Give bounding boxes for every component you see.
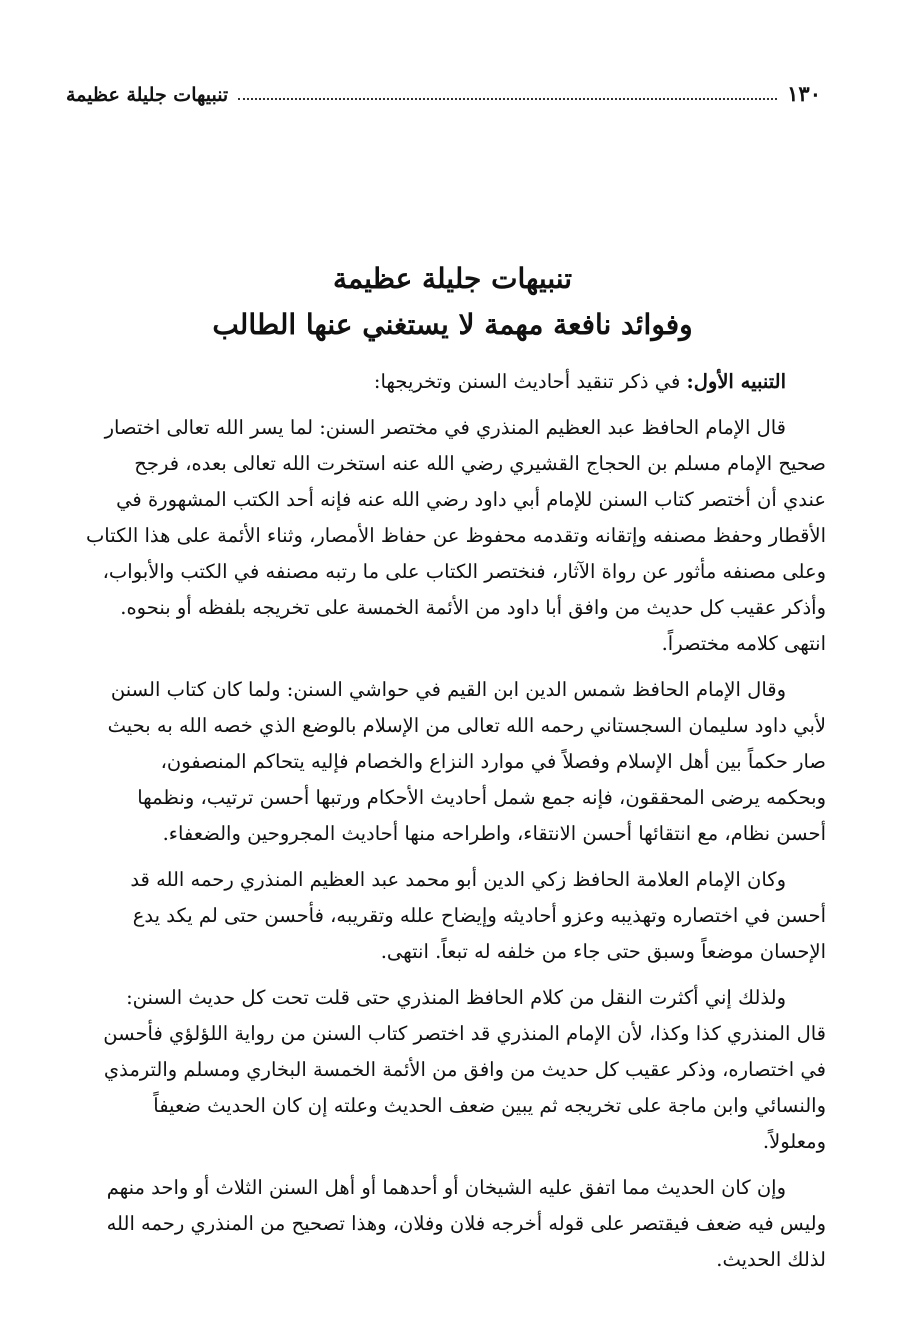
paragraph-line: ولذلك إني أكثرت النقل من كلام الحافظ المنذري حتى قلت تحت كل حديث السنن: (126, 986, 786, 1009)
paragraph-line: في اختصاره، وذكر عقيب كل حديث من وافق من الأئمة الخمسة البخاري ومسلم والترمذي (103, 1058, 826, 1081)
section-label: التنبيه الأول: (686, 370, 786, 393)
page-number: ١٣٠ (787, 81, 821, 106)
section-heading (64, 364, 826, 400)
section-text: في ذكر تنقيد أحاديث السنن وتخريجها: (373, 370, 681, 393)
leader-dots (238, 97, 777, 100)
running-header (66, 76, 821, 106)
paragraph-line: أحسن نظام، مع انتقائها أحسن الانتقاء، واطراحه منها أحاديث المجروحين والضعفاء. (162, 822, 826, 845)
paragraph-1 (64, 410, 826, 662)
paragraph-line: وعلى مصنفه مأثور عن رواة الآثار، فنختصر الكتاب على ما رتبه مصنفه في الكتب والأبواب، (102, 560, 826, 583)
paragraph-line: قال الإمام الحافظ عبد العظيم المنذري في مختصر السنن: لما يسر الله تعالى اختصار (104, 416, 786, 439)
paragraph-line: وكان الإمام العلامة الحافظ زكي الدين أبو محمد عبد العظيم المنذري رحمه الله قد (130, 868, 786, 891)
paragraph-line: أحسن في اختصاره وتهذيبه وعزو أحاديثه وإيضاح علله وتقريبه، فأحسن حتى لم يكد يدع (132, 904, 826, 927)
paragraph-line: وبحكمه يرضى المحققون، فإنه جمع شمل أحاديث الأحكام ورتبها أحسن ترتيب، ونظمها (137, 786, 826, 809)
paragraph-line: عندي أن أختصر كتاب السنن للإمام أبي داود رضي الله عنه فإنه أحد الكتب المشهورة في (116, 488, 826, 511)
paragraph-line: ومعلولاً. (762, 1130, 826, 1153)
paragraph-line: لذلك الحديث. (716, 1248, 826, 1271)
paragraph-line: والنسائي وابن ماجة على تخريجه ثم يبين ضعف الحديث وعلته إن كان الحديث ضعيفاً (153, 1094, 826, 1117)
body-text (64, 364, 826, 1278)
running-title: تنبيهات جليلة عظيمة (66, 84, 229, 106)
chapter-title-line-1: تنبيهات جليلة عظيمة (332, 262, 573, 295)
paragraph-line: صحيح الإمام مسلم بن الحجاج القشيري رضي الله عنه استخرت الله تعالى بعده، فرجح (134, 452, 826, 475)
paragraph-line: وليس فيه ضعف فيقتصر على قوله أخرجه فلان وفلان، وهذا تصحيح من المنذري رحمه الله (106, 1212, 826, 1235)
paragraph-line: الإحسان موضعاً وسبق حتى جاء من خلفه له تبعاً. انتهى. (380, 940, 826, 963)
paragraph-line: انتهى كلامه مختصراً. (661, 632, 826, 655)
paragraph-line: وإن كان الحديث مما اتفق عليه الشيخان أو أحدهما أو أهل السنن الثلاث أو واحد منهم (106, 1176, 786, 1199)
paragraph-line: لأبي داود سليمان السجستاني رحمه الله تعالى من الإسلام بالوضع الذي خصه الله به بحيث (107, 714, 826, 737)
paragraph-5 (64, 1170, 826, 1278)
paragraph-line: وقال الإمام الحافظ شمس الدين ابن القيم في حواشي السنن: ولما كان كتاب السنن (110, 678, 786, 701)
chapter-title-line-2: وفوائد نافعة مهمة لا يستغني عنها الطالب (212, 308, 693, 341)
paragraph-2 (64, 672, 826, 852)
chapter-title (60, 256, 845, 348)
paragraph-line: الأقطار وحفظ مصنفه وإتقانه وتقدمه محفوظ عن حفاظ الأمصار، وثناء الأئمة على هذا الكتاب (85, 524, 826, 547)
paragraph-line: وأذكر عقيب كل حديث من وافق أبا داود من الأئمة الخمسة على تخريجه بلفظه أو بنحوه. (120, 596, 826, 619)
paragraph-4 (64, 980, 826, 1160)
paragraph-3 (64, 862, 826, 970)
paragraph-line: قال المنذري كذا وكذا، لأن الإمام المنذري قد اختصر كتاب السنن من رواية اللؤلؤي فأحسن (103, 1022, 826, 1045)
paragraph-line: صار حكماً بين أهل الإسلام وفصلاً في موارد النزاع والخصام فإليه يتحاكم المنصفون، (160, 750, 826, 773)
